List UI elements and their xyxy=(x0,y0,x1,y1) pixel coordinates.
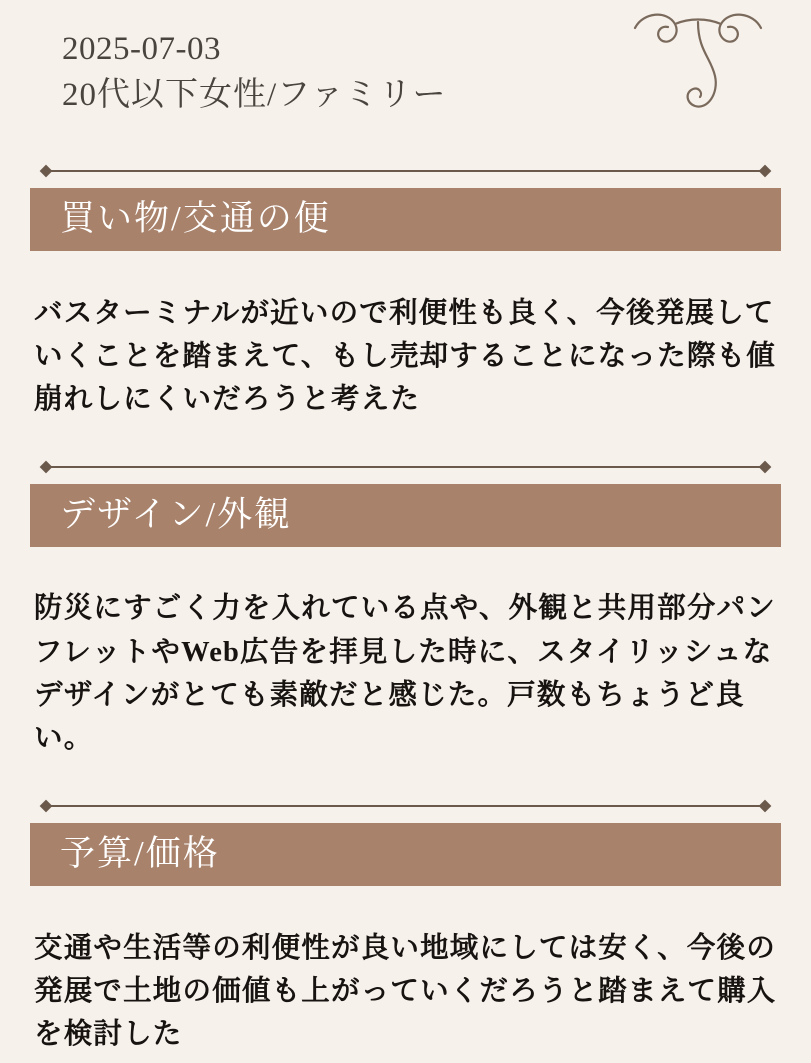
divider-line xyxy=(46,805,765,807)
section-design-exterior xyxy=(0,484,811,767)
section-body: 交通や生活等の利便性が良い地域にしては安く、今後の発展で土地の価値も上がっていくだろうと踏まえて購入を検討した xyxy=(34,932,777,1051)
review-date: 2025-07-03 xyxy=(62,31,221,67)
section-body: 防災にすごく力を入れている点や、外観と共用部分パンフレットやWeb広告を拝見した時に、スタイリッシュなデザインがとても素敵だと感じた。戸数もちょうど良い。 xyxy=(34,593,776,755)
section-divider xyxy=(38,456,773,478)
section-divider xyxy=(38,160,773,182)
section-budget-price xyxy=(0,823,811,1062)
reviewer-segment: 20代以下女性/ファミリー xyxy=(62,76,447,113)
section-body: バスターミナルが近いので利便性も良く、今後発展していくことを踏まえて、もし売却することになった際も値崩れしにくいだろうと考えた xyxy=(34,297,776,416)
section-title: デザイン/外観 xyxy=(30,484,781,547)
divider-dot-right xyxy=(759,800,772,813)
divider-line xyxy=(46,466,765,468)
divider-dot-right xyxy=(759,165,772,178)
section-shopping-transport xyxy=(0,188,811,427)
divider-line xyxy=(46,170,765,172)
section-divider xyxy=(38,795,773,817)
divider-dot-right xyxy=(759,461,772,474)
section-title: 予算/価格 xyxy=(30,823,781,886)
card-header xyxy=(0,0,811,150)
section-title: 買い物/交通の便 xyxy=(30,188,781,251)
